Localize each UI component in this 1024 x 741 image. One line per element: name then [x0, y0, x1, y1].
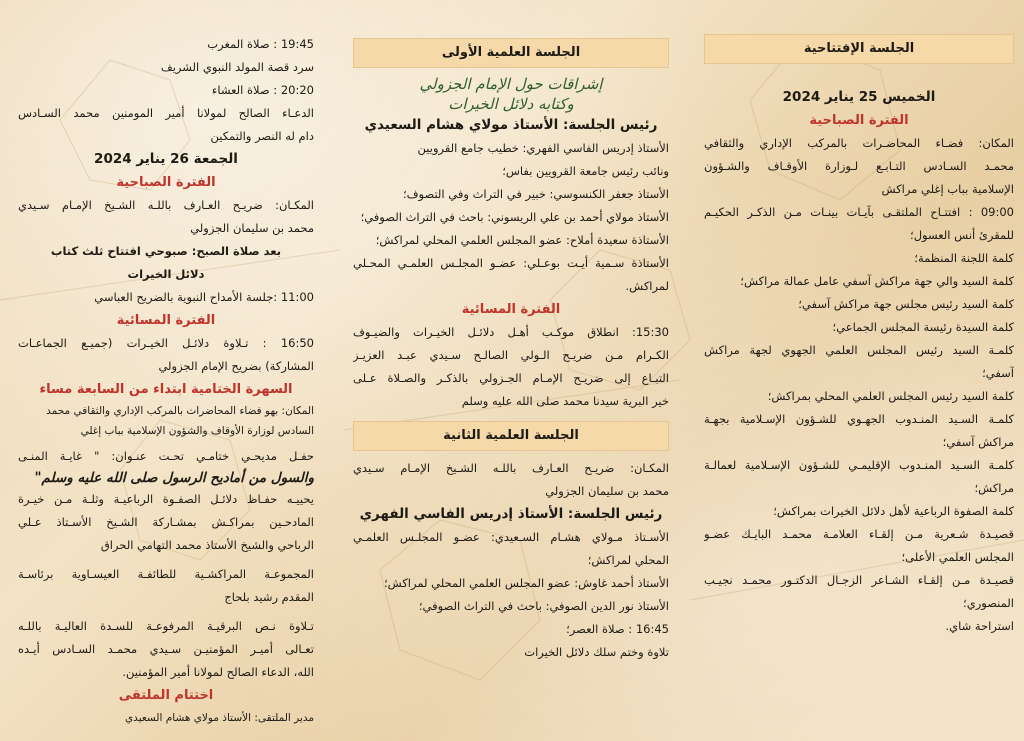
procession-line: 15:30: انطلاق موكـب أهـل دلائـل الخيـرات والضيـوف — [353, 325, 669, 339]
program-line: كلمة السيد والي جهة مراكش آسفي عامل عمالة مراكش؛ — [740, 274, 1014, 288]
speaker-line: الأستاذ أحمد غاوش: عضو المجلس العلمي المحلي لمراكش؛ — [384, 576, 669, 590]
second-session-header: الجلسة العلمية الثانية — [353, 421, 669, 451]
second-session-chair: رئيس الجلسة: الأستاذ إدريس الفاسي الفهري — [359, 506, 663, 522]
thursday-date: الخميس 25 يناير 2024 — [782, 89, 936, 105]
speaker-line: الأستاذ مولاي أحمد بن علي الريسوني: باحث في التراث الصوفي؛ — [360, 210, 669, 224]
program-line: الإسلامية بباب إغلي مراكش — [881, 182, 1014, 196]
second-session-place-cont: محمد بن سليمان الجزولي — [545, 484, 669, 498]
program-line: السادس لوزارة الأوقاف والشؤون الإسلامية بباب إغلي — [80, 425, 314, 437]
opening-session-header: الجلسة الإفتتاحية — [704, 34, 1014, 64]
ceremony-title-calligraphy: والسول من أماديح الرسول صلى الله عليه وسلم" — [34, 470, 314, 486]
speaker-line: الأستاذ إدريس الفاسي الفهري: خطيب جامع القرويين — [417, 141, 669, 155]
program-line: كلمة اللجنة المنظمة؛ — [914, 251, 1014, 265]
speaker-line: الأستاذ جعفر الكنسوسي: خبير في التراث وفي التصوف؛ — [402, 187, 669, 201]
after-fajr-line: دلائل الخيرات — [127, 267, 205, 281]
speaker-line: المحلي لمراكش؛ — [587, 553, 669, 567]
speaker-line: الأستاذة سعيدة أملاح: عضو المجلس العلمي المحلي لمراكش؛ — [375, 233, 669, 247]
program-line: المشاركة) بضريح الإمام الجزولي — [158, 359, 314, 373]
program-line: قصيـدة مـن إلقـاء الشـاعر الزجـال الدكتـور محمـد نجيـب — [704, 573, 1014, 587]
program-line: المقدم رشيد بلحاج — [224, 590, 314, 604]
program-line: مراكش آسفي؛ — [942, 435, 1014, 449]
program-line: كلمة السيد رئيس مجلس جهة مراكش آسفي؛ — [798, 297, 1014, 311]
program-line: مراكش؛ — [974, 481, 1014, 495]
program-line: سرد قصة المولد النبوي الشريف — [160, 60, 314, 74]
session-title-calligraphy-line2: وكتابه دلائل الخيرات — [448, 95, 574, 113]
evening-period-label: الفترة المسائية — [461, 302, 561, 317]
program-line: تعـالى أميـر المؤمنيـن سـيدي محمـد السـادس أيـده — [18, 642, 314, 656]
program-line: محمد بن سليمان الجزولي — [190, 221, 314, 235]
program-line: المكان: فضـاء المحاضـرات بالمركب الإداري والثقافي — [704, 136, 1014, 150]
speaker-line: الأستاذة سـمية أيـت بوعـلي: عضـو المجلـس العلمـي المحـلي — [353, 256, 669, 270]
program-line: المجلس العلمي الأعلى؛ — [901, 550, 1014, 564]
program-line: 20:20 : صلاة العشاء — [211, 83, 314, 97]
program-line: 16:50 : تـلاوة دلائـل الخيـرات (جميـع الجماعـات — [18, 336, 314, 350]
friday-column — [0, 0, 340, 741]
program-line: تـلاوة نـص البرقيـة المرفوعـة للسـدة العاليـة باللـه — [18, 619, 314, 633]
speaker-line: تلاوة وختم سلك دلائل الخيرات — [524, 645, 669, 659]
ceremony-title-line: حفـل مديحـي ختامـي تحـت عنـوان: " غايـة المنـى — [18, 449, 314, 463]
speaker-line: 16:45 : صلاة العصر؛ — [566, 622, 669, 636]
program-line: الدعـاء الصالح لمولانا أمير المومنين محمد السـادس — [18, 106, 314, 120]
program-line: المجموعـة المراكشـية للطائفـة العيسـاوية برئاسـة — [18, 567, 314, 581]
program-line: الرباحي والشيخ الأستاذ محمد التهامي الحراق — [100, 538, 314, 552]
morning-period-label: الفترة الصباحية — [809, 113, 909, 128]
program-line: كلمـة السـيد المنـدوب الجهـوي للشـؤون الإسـلامية بجهـة — [704, 412, 1014, 426]
first-session-chair: رئيس الجلسة: الأستاذ مولاي هشام السعيدي — [364, 117, 658, 133]
friday-date: الجمعة 26 يناير 2024 — [94, 151, 238, 167]
speaker-line: ونائب رئيس جامعة القرويين بفاس؛ — [502, 164, 669, 178]
program-line: المكان: بهو فضاء المحاضرات بالمركب الإداري والثقافي محمد — [46, 405, 314, 417]
program-line: كلمـة السيد رئيس المجلس العلمي الجهوي لجهة مراكش — [704, 343, 1014, 357]
second-session-place: المكـان: ضريـح العـارف باللـه الشـيخ الإمـام سـيدي — [353, 461, 669, 475]
program-line: يحييـه حفـاظ دلائـل الصفـوة الرباعيـة وثلـة مـن خيـرة — [18, 492, 314, 506]
speaker-line: الأستاذ نور الدين الصوفي: باحث في التراث الصوفي؛ — [418, 599, 669, 613]
director-line: مدير الملتقى: الأستاذ مولاي هشام السعيدي — [124, 712, 314, 724]
closing-evening-label: السهرة الختامية ابتداء من السابعة مساء — [39, 382, 293, 397]
program-line: قصيـدة شـعرية مـن إلقـاء العلامـة محمـد البايـك عضـو — [704, 527, 1014, 541]
closing-label: اختتام الملتقى — [118, 688, 214, 703]
procession-line: التبـاع إلى ضريـح الإمـام الجـزولي بالذكـر والصـلاة عـلى — [353, 371, 669, 385]
program-line: محمـد السـادس التـابـع لـوزارة الأوقـاف والشـؤون — [704, 159, 1014, 173]
scientific-sessions-column — [343, 0, 679, 741]
program-line: 09:00 : افتتـاح الملتقـى بآيـات بينـات مـن الذكـر الحكيـم — [704, 205, 1014, 219]
procession-line: الكـرام مـن ضريـح الـولي الصالـح سـيدي عبـد العزيـز — [353, 348, 669, 362]
program-line: دام له النصر والتمكين — [210, 129, 314, 143]
program-line: كلمـة السـيد المنـدوب الإقليمـي للشـؤون الإسـلامية لعمالـة — [704, 458, 1014, 472]
morning-period-label: الفترة الصباحية — [116, 175, 216, 190]
program-line: كلمة السيد رئيس المجلس العلمي المحلي بمراكش؛ — [767, 389, 1014, 403]
program-line: المنصوري؛ — [963, 596, 1014, 610]
program-line: للمقرئ أنس العسول؛ — [910, 228, 1014, 242]
program-line: 19:45 : صلاة المغرب — [207, 37, 314, 51]
program-line: 11:00 :جلسة الأمداح النبوية بالضريح العباسي — [94, 290, 314, 304]
program-line: المكـان: ضريـح العـارف باللـه الشـيخ الإمـام سـيدي — [18, 198, 314, 212]
after-fajr-line: بعد صلاة الصبح: صبوحي افتتاح ثلث كتاب — [50, 244, 282, 258]
program-line: المادحـين بمراكـش بمشـاركة الشـيخ الأسـتاذ عـلي — [18, 515, 314, 529]
speaker-line: لمراكش. — [625, 279, 669, 293]
program-line: الله، الدعاء الصالح لمولانا أمير المؤمنين. — [122, 665, 314, 679]
procession-line: خير البرية سيدنا محمد صلى الله عليه وسلم — [461, 394, 669, 408]
program-line: استراحة شاي. — [945, 619, 1014, 633]
session-title-calligraphy-line1: إشراقات حول الإمام الجزولي — [419, 75, 603, 93]
speaker-line: الأسـتاذ مـولاي هشـام السـعيدي: عضـو المجلـس العلمـي — [353, 530, 669, 544]
program-line: كلمة الصفوة الرباعية لأهل دلائل الخيرات بمراكش؛ — [773, 504, 1014, 518]
first-session-header: الجلسة العلمية الأولى — [353, 38, 669, 68]
evening-period-label: الفترة المسائية — [116, 313, 216, 328]
opening-session-column — [690, 0, 1024, 741]
program-line: كلمة السيدة رئيسة المجلس الجماعي؛ — [832, 320, 1014, 334]
program-line: آسفي؛ — [982, 366, 1014, 380]
